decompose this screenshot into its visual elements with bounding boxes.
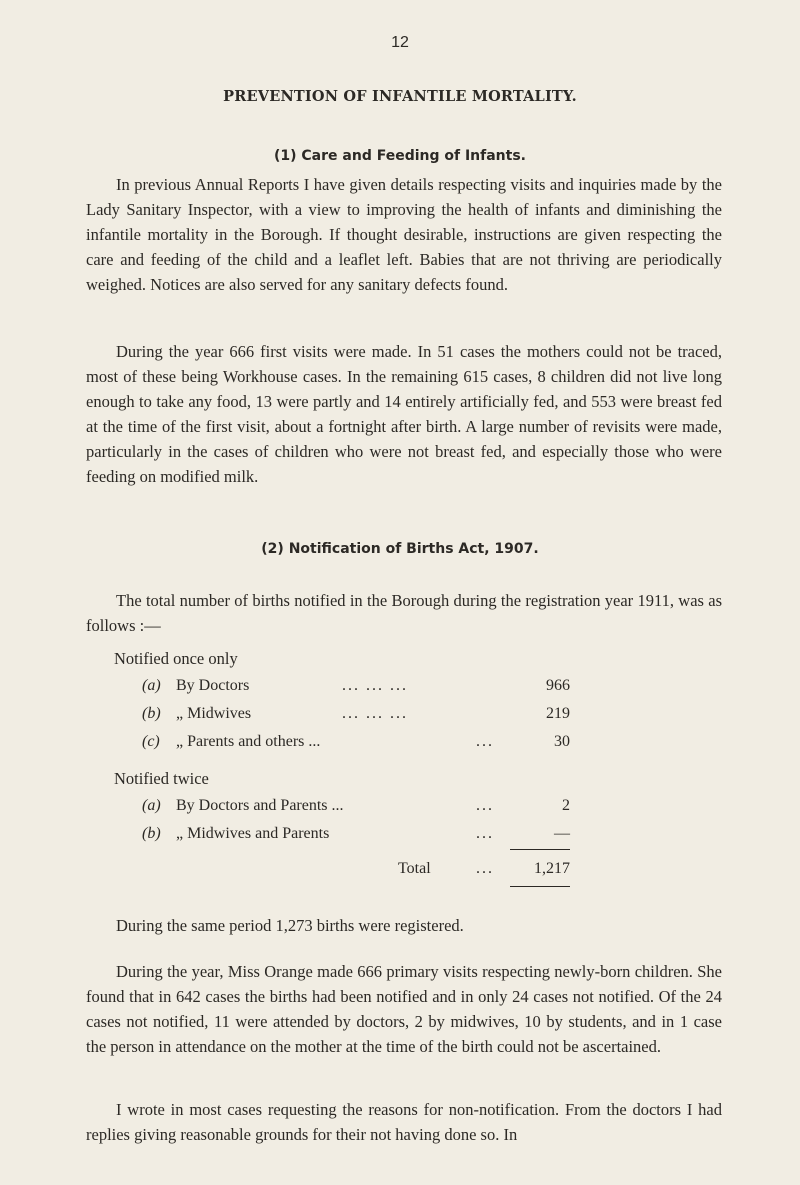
- row-label: „ Midwives and Parents: [176, 825, 330, 842]
- row-label: By Doctors: [176, 677, 250, 694]
- total-label: Total: [398, 860, 431, 877]
- notified-twice-label: Notified twice: [114, 769, 209, 788]
- paragraph-first-visits: During the year 666 first visits were made. In 51 cases the mothers could not be traced, most of these being Workhouse cases. In the remaining 615 cases, 8 children did not live long enough to take any food, 13 were partly and 14 entirely artificially fed, and 553 were breast fed at the time of the first visit, about a fortnight after birth. A large number of revisits were made, particularly in the cases of children who were not breast fed, and especially those who were feeding on modified milk.: [86, 342, 722, 486]
- row-letter: (a): [142, 677, 161, 694]
- paragraph-miss-orange: During the year, Miss Orange made 666 primary visits respecting newly-born children. She found that in 642 cases the births had been notified and in only 24 cases not notified. Of the 24 cases not notified, 11 were attended by doctors, 2 by midwives, 10 by students, and in 1 case the person in attendance on the mother at the time of the birth could not be ascertained.: [86, 962, 722, 1056]
- row-value: —: [554, 825, 570, 842]
- section-heading-notification: (2) Notification of Births Act, 1907.: [261, 541, 539, 557]
- row-letter: (c): [142, 733, 160, 750]
- paragraph-births-notified-intro: The total number of births notified in the Borough during the registration year 1911, was as follows :—: [86, 591, 722, 635]
- row-label: „ Midwives: [176, 705, 252, 722]
- row-dots: ...: [476, 733, 494, 750]
- notified-once-label: Notified once only: [114, 649, 238, 668]
- total-row: [142, 860, 570, 882]
- row-letter: (a): [142, 797, 161, 814]
- table-row: [142, 825, 570, 847]
- row-dots: ...: [476, 797, 494, 814]
- total-dots: ...: [476, 860, 494, 877]
- page-title: PREVENTION OF INFANTILE MORTALITY.: [223, 88, 577, 105]
- table-row: [142, 797, 570, 819]
- paragraph-non-notification: I wrote in most cases requesting the reasons for non-notification. From the doctors I had replies giving reasonable grounds for their not having done so. In: [86, 1100, 722, 1144]
- section-heading-care-feeding: (1) Care and Feeding of Infants.: [274, 148, 526, 164]
- row-dots: ... ... ...: [342, 705, 408, 722]
- total-rule-top: [510, 849, 570, 850]
- row-dots: ...: [476, 825, 494, 842]
- row-letter: (b): [142, 705, 161, 722]
- paragraph-births-registered: During the same period 1,273 births were registered.: [116, 916, 464, 935]
- total-value: 1,217: [534, 860, 570, 877]
- page-number: 12: [391, 34, 409, 51]
- table-row: [142, 705, 570, 727]
- total-rule-bottom: [510, 886, 570, 887]
- row-value: 219: [546, 705, 570, 722]
- row-value: 2: [562, 797, 570, 814]
- row-value: 30: [554, 733, 570, 750]
- row-value: 966: [546, 677, 570, 694]
- table-row: [142, 733, 570, 755]
- row-label: By Doctors and Parents ...: [176, 797, 344, 814]
- paragraph-previous-reports: In previous Annual Reports I have given details respecting visits and inquiries made by the Lady Sanitary Inspector, with a view to improving the health of infants and diminishing the infantile mortality in the Borough. If thought desirable, instructions are given respecting the care and feeding of the child and a leaflet left. Babies that are not thriving are periodically weighed. Notices are also served for any sanitary defects found.: [86, 175, 722, 294]
- table-row: [142, 677, 570, 699]
- row-letter: (b): [142, 825, 161, 842]
- row-label: „ Parents and others ...: [176, 733, 321, 750]
- row-dots: ... ... ...: [342, 677, 408, 694]
